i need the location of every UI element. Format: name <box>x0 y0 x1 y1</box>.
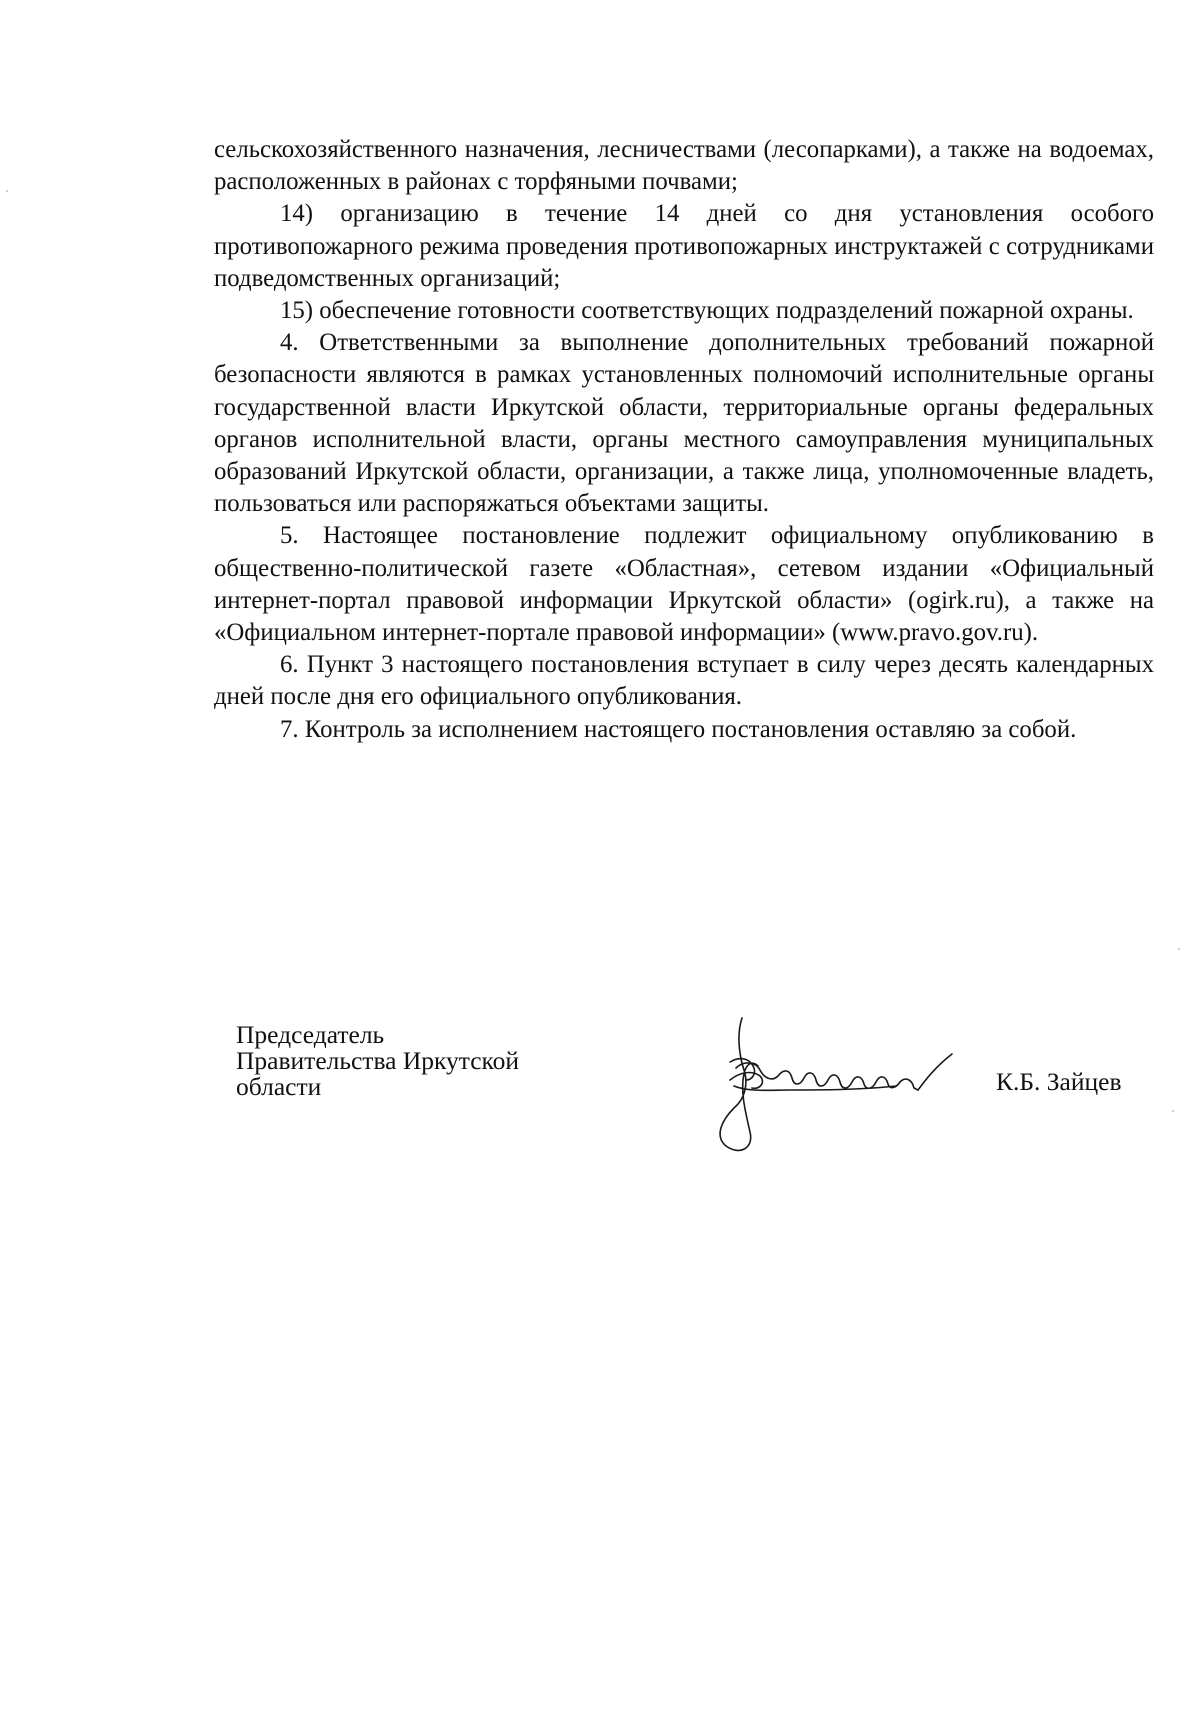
paragraph-continuation: сельскохозяйственного назначения, лесничествами (лесопарками), а также на водоемах, расположенных в районах с торфяными почвами; <box>214 136 1154 196</box>
paragraph-clause-4: 4. Ответственными за выполнение дополнительных требований пожарной безопасности являются в рамках установленных полномочий исполнительные органы государственной власти Иркутской области, территориальные органы федеральных органов исполнительной власти, органы местного самоуправления муниципальных образований Иркутской области, организации, а также лица, уполномоченные владеть, пользоваться или распоряжаться объектами защиты. <box>214 329 1154 518</box>
paragraph-clause-6: 6. Пункт 3 настоящего постановления вступает в силу через десять календарных дней после дня его официального опубликования. <box>214 651 1154 711</box>
paragraph-item-15: 15) обеспечение готовности соответствующих подразделений пожарной охраны. <box>280 297 1134 325</box>
document-body <box>214 134 1154 746</box>
scan-artifact <box>1172 1110 1174 1112</box>
paragraph-clause-5: 5. Настоящее постановление подлежит официальному опубликованию в общественно-политической газете «Областная», сетевом издании «Официальный интернет-портал правовой информации Иркутской области» (ogirk.ru), а также на «Официальном интернет-портале правовой информации» (www.pravo.gov.ru). <box>214 522 1154 647</box>
signatory-name: К.Б. Зайцев <box>996 1067 1122 1096</box>
signatory-position-line: Правительства Иркутской <box>236 1046 520 1075</box>
scan-artifact <box>1178 948 1180 950</box>
signatory-position-line: области <box>236 1072 322 1101</box>
scan-artifact <box>6 190 8 192</box>
signatory-position-line: Председатель <box>236 1020 385 1049</box>
signatory-position <box>236 1022 556 1100</box>
paragraph-item-14: 14) организацию в течение 14 дней со дня установления особого противопожарного режима проведения противопожарных инструктажей с сотрудниками подведомственных организаций; <box>214 200 1154 292</box>
paragraph-clause-7: 7. Контроль за исполнением настоящего постановления оставляю за собой. <box>280 715 1077 743</box>
handwritten-signature <box>700 1010 980 1160</box>
